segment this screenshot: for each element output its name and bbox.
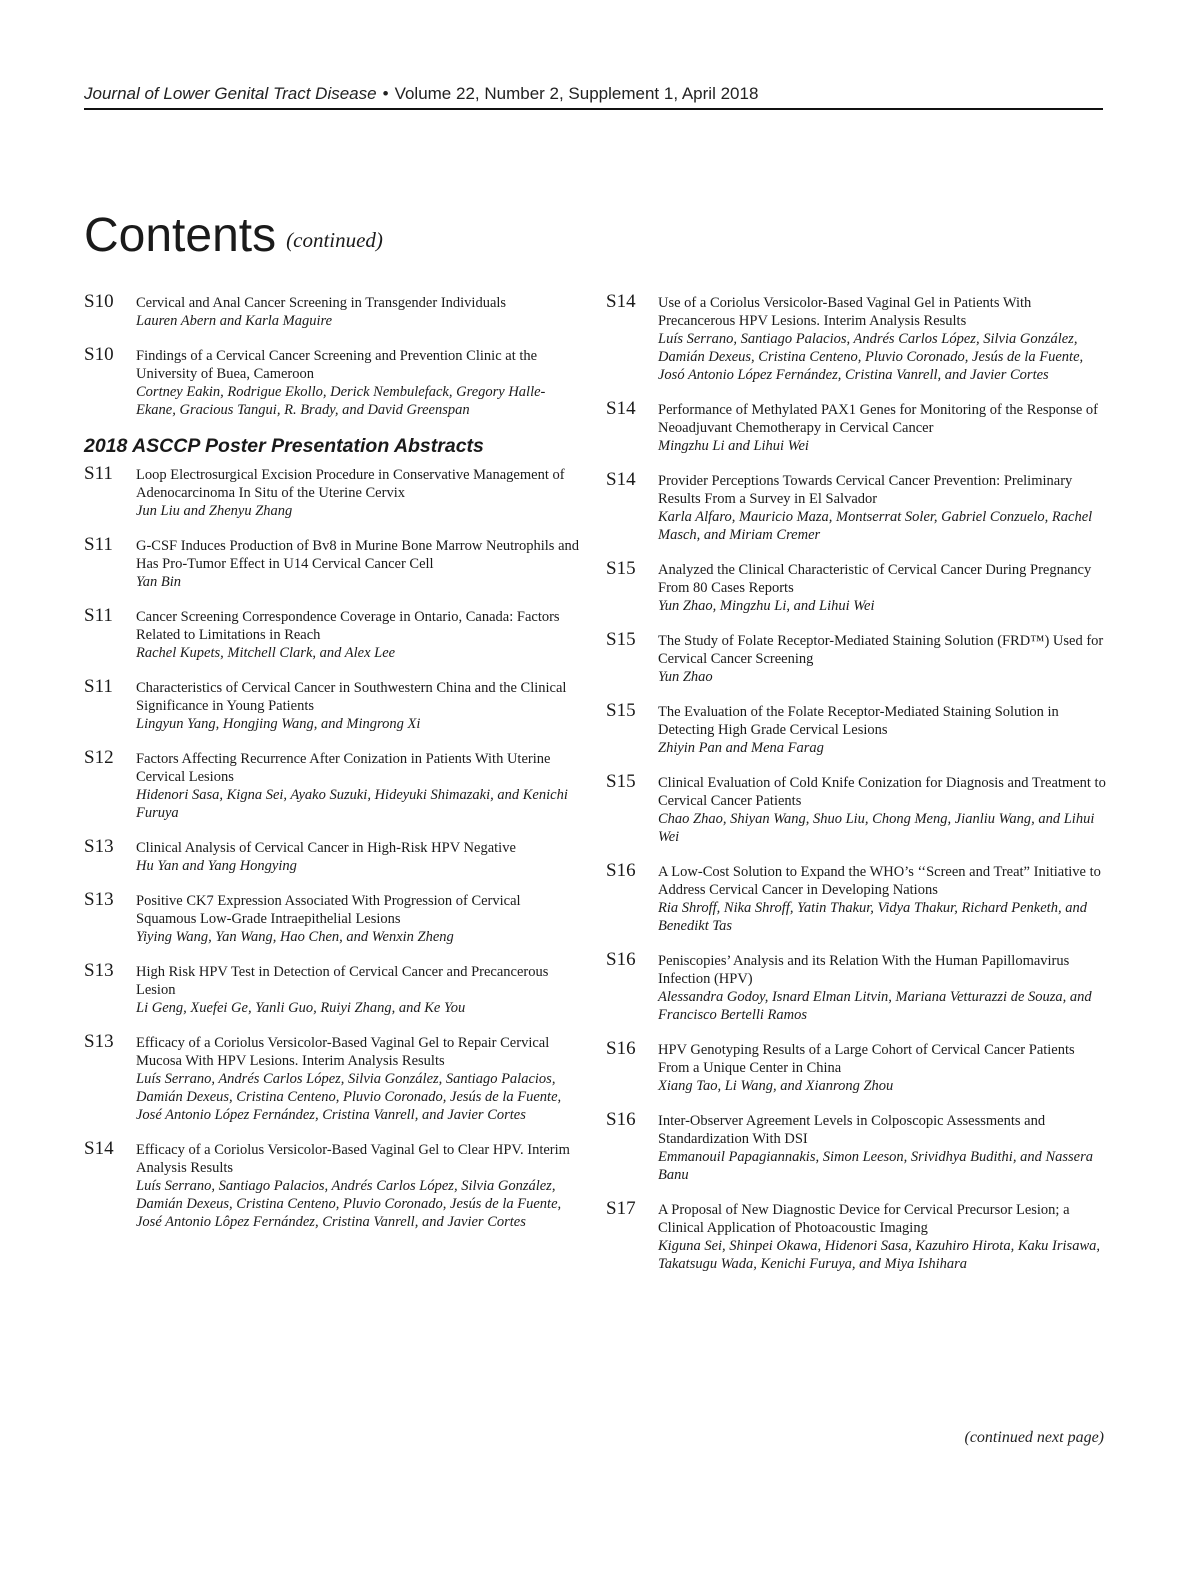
entry-title[interactable]: Efficacy of a Coriolus Versicolor-Based Vaginal Gel to Repair Cervical Mucosa With HPV Lesions. Interim Analysis Results <box>136 1035 550 1069</box>
entry-title[interactable]: Peniscopies’ Analysis and its Relation With the Human Papillomavirus Infection (HPV) <box>658 953 1070 987</box>
entry-authors: Chao Zhao, Shiyan Wang, Shuo Liu, Chong Meng, Jianliu Wang, and Lihui Wei <box>658 811 1095 845</box>
entry-page-number: S11 <box>84 676 113 697</box>
toc-entry[interactable] <box>606 1039 1106 1095</box>
entry-page-number: S15 <box>606 558 636 579</box>
journal-name: Journal of Lower Genital Tract Disease <box>84 84 377 103</box>
entry-title[interactable]: Provider Perceptions Towards Cervical Cancer Prevention: Preliminary Results From a Survey in El Salvador <box>658 473 1073 507</box>
entry-body <box>136 961 584 1017</box>
toc-entry[interactable] <box>606 470 1106 544</box>
entry-authors: Ria Shroff, Nika Shroff, Yatin Thakur, Vidya Thakur, Richard Penketh, and Benedikt Tas <box>658 900 1087 934</box>
toc-entry[interactable] <box>84 890 584 946</box>
entry-body <box>658 1110 1106 1184</box>
issue-info: Volume 22, Number 2, Supplement 1, April 2018 <box>394 84 759 103</box>
entry-body <box>136 535 584 591</box>
entry-title[interactable]: The Study of Folate Receptor-Mediated Staining Solution (FRD™) Used for Cervical Cancer Screening <box>658 633 1104 667</box>
entry-body <box>136 1032 584 1124</box>
entry-title[interactable]: Use of a Coriolus Versicolor-Based Vaginal Gel in Patients With Precancerous HPV Lesions. Interim Analysis Results <box>658 295 1032 329</box>
entry-page-number: S13 <box>84 960 114 981</box>
entry-authors: Zhiyin Pan and Mena Farag <box>658 740 824 756</box>
toc-entry[interactable] <box>606 292 1106 384</box>
entry-authors: Mingzhu Li and Lihui Wei <box>658 438 809 454</box>
entry-authors: Alessandra Godoy, Isnard Elman Litvin, Mariana Vetturazzi de Souza, and Francisco Bertelli Ramos <box>658 989 1092 1023</box>
entry-page-number: S12 <box>84 747 114 768</box>
entry-authors: Yun Zhao, Mingzhu Li, and Lihui Wei <box>658 598 875 614</box>
entry-body <box>658 559 1106 615</box>
entry-body <box>658 861 1106 935</box>
entry-authors: Lingyun Yang, Hongjing Wang, and Mingrong Xi <box>136 716 421 732</box>
page-title <box>84 208 383 268</box>
entry-page-number: S14 <box>606 291 636 312</box>
entry-authors: Hidenori Sasa, Kigna Sei, Ayako Suzuki, Hideyuki Shimazaki, and Kenichi Furuya <box>136 787 568 821</box>
entry-page-number: S11 <box>84 605 113 626</box>
entry-authors: Luís Serrano, Santiago Palacios, Andrés Carlos López, Silvia González, Damián Dexeus, Cristina Centeno, Pluvio Coronado, Jesús de la Fuente, José Antonio Lôpez Fernández, Cristina Vanrell, and Javier Cortes <box>136 1178 562 1230</box>
entry-page-number: S16 <box>606 1038 636 1059</box>
toc-entry[interactable] <box>606 399 1106 455</box>
entry-page-number: S15 <box>606 629 636 650</box>
toc-entry[interactable] <box>606 772 1106 846</box>
entry-body <box>658 950 1106 1024</box>
entry-authors: Lauren Abern and Karla Maguire <box>136 313 333 329</box>
entry-authors: Kiguna Sei, Shinpei Okawa, Hidenori Sasa, Kazuhiro Hirota, Kaku Irisawa, Takatsugu Wada, Kenichi Furuya, and Miya Ishihara <box>658 1238 1100 1272</box>
entry-authors: Xiang Tao, Li Wang, and Xianrong Zhou <box>658 1078 894 1094</box>
toc-entry[interactable] <box>84 748 584 822</box>
entry-body <box>658 701 1106 757</box>
entry-page-number: S11 <box>84 534 113 555</box>
entry-authors: Luís Serrano, Andrés Carlos López, Silvia González, Santiago Palacios, Damián Dexeus, Cristina Centeno, Pluvio Coronado, Jesús de la Fuente, José Antonio López Fernández, Cristina Vanrell, and Javier Cortes <box>136 1071 562 1123</box>
header-bullet: • <box>382 84 389 103</box>
entry-title[interactable]: Clinical Analysis of Cervical Cancer in High-Risk HPV Negative <box>136 840 516 856</box>
toc-entry[interactable] <box>84 1139 584 1231</box>
entry-page-number: S16 <box>606 860 636 881</box>
entry-body <box>136 292 584 330</box>
entry-page-number: S16 <box>606 1109 636 1130</box>
entry-authors: Rachel Kupets, Mitchell Clark, and Alex Lee <box>136 645 396 661</box>
entry-body <box>136 606 584 662</box>
title-main: Contents <box>84 209 277 262</box>
entry-page-number: S13 <box>84 836 114 857</box>
entry-authors: Hu Yan and Yang Hongying <box>136 858 297 874</box>
entry-authors: Luís Serrano, Santiago Palacios, Andrés Carlos López, Silvia González, Damián Dexeus, Cristina Centeno, Pluvio Coronado, Jesús de la Fuente, Josó Antonio López Fernández, Cristina Vanrell, and Javier Cortes <box>658 331 1084 383</box>
toc-entry[interactable] <box>84 345 584 419</box>
entry-page-number: S15 <box>606 700 636 721</box>
entry-title[interactable]: Clinical Evaluation of Cold Knife Conization for Diagnosis and Treatment to Cervical Cancer Patients <box>658 775 1106 809</box>
toc-entry[interactable] <box>606 559 1106 615</box>
entry-page-number: S15 <box>606 771 636 792</box>
toc-entry[interactable] <box>84 292 584 330</box>
entry-title[interactable]: Characteristics of Cervical Cancer in Southwestern China and the Clinical Significance in Young Patients <box>136 680 567 714</box>
entry-title[interactable]: A Low-Cost Solution to Expand the WHO’s ‘‘Screen and Treat” Initiative to Address Cervical Cancer in Developing Nations <box>658 864 1101 898</box>
entry-authors: Yan Bin <box>136 574 181 590</box>
entry-title[interactable]: Positive CK7 Expression Associated With Progression of Cervical Squamous Low-Grade Intraepithelial Lesions <box>136 893 521 927</box>
left-bottom-entries <box>84 464 584 1231</box>
entry-title[interactable]: High Risk HPV Test in Detection of Cervical Cancer and Precancerous Lesion <box>136 964 549 998</box>
entry-title[interactable]: A Proposal of New Diagnostic Device for Cervical Precursor Lesion; a Clinical Application of Photoacoustic Imaging <box>658 1202 1070 1236</box>
toc-entry[interactable] <box>606 1110 1106 1184</box>
entry-body <box>658 772 1106 846</box>
entry-authors: Yiying Wang, Yan Wang, Hao Chen, and Wenxin Zheng <box>136 929 454 945</box>
entry-page-number: S17 <box>606 1198 636 1219</box>
toc-entry[interactable] <box>606 630 1106 686</box>
entry-authors: Yun Zhao <box>658 669 713 685</box>
entry-page-number: S10 <box>84 291 114 312</box>
toc-entry[interactable] <box>84 677 584 733</box>
title-continued: (continued) <box>286 228 383 252</box>
entry-title[interactable]: G-CSF Induces Production of Bv8 in Murine Bone Marrow Neutrophils and Has Pro-Tumor Effect in U14 Cervical Cancer Cell <box>136 538 580 572</box>
entry-page-number: S13 <box>84 889 114 910</box>
left-top-entries <box>84 292 584 419</box>
entry-body <box>658 399 1106 455</box>
toc-entry[interactable] <box>84 837 584 875</box>
toc-entry[interactable] <box>606 950 1106 1024</box>
entry-body <box>658 1039 1106 1095</box>
toc-entry[interactable] <box>84 961 584 1017</box>
continued-next-page: (continued next page) <box>964 1429 1104 1446</box>
entry-body <box>658 1199 1106 1273</box>
entry-title[interactable]: Inter-Observer Agreement Levels in Colposcopic Assessments and Standardization With DSI <box>658 1113 1046 1147</box>
entry-body <box>136 1139 584 1231</box>
entry-title[interactable]: Performance of Methylated PAX1 Genes for Monitoring of the Response of Neoadjuvant Chemotherapy in Cervical Cancer <box>658 402 1099 436</box>
entry-page-number: S16 <box>606 949 636 970</box>
toc-entry[interactable] <box>84 1032 584 1124</box>
toc-entry[interactable] <box>606 701 1106 757</box>
entry-body <box>658 630 1106 686</box>
entry-title[interactable]: Findings of a Cervical Cancer Screening and Prevention Clinic at the University of Buea, Cameroon <box>136 348 538 382</box>
entry-page-number: S14 <box>606 398 636 419</box>
entry-authors: Cortney Eakin, Rodrigue Ekollo, Derick Nembulefack, Gregory Halle-Ekane, Gracious Tangui, R. Brady, and David Greenspan <box>136 384 546 418</box>
entry-body <box>136 890 584 946</box>
entry-title[interactable]: Loop Electrosurgical Excision Procedure in Conservative Management of Adenocarcinoma In Situ of the Uterine Cervix <box>136 467 565 501</box>
entry-title[interactable]: Cancer Screening Correspondence Coverage in Ontario, Canada: Factors Related to Limitations in Reach <box>136 609 560 643</box>
entry-title[interactable]: Factors Affecting Recurrence After Conization in Patients With Uterine Cervical Lesions <box>136 751 551 785</box>
entry-body <box>136 677 584 733</box>
entry-authors: Emmanouil Papagiannakis, Simon Leeson, Srividhya Budithi, and Nassera Banu <box>658 1149 1093 1183</box>
entry-title[interactable]: Analyzed the Clinical Characteristic of Cervical Cancer During Pregnancy From 80 Cases Reports <box>658 562 1092 596</box>
entry-title[interactable]: HPV Genotyping Results of a Large Cohort of Cervical Cancer Patients From a Unique Center in China <box>658 1042 1075 1076</box>
entry-authors: Jun Liu and Zhenyu Zhang <box>136 503 293 519</box>
toc-entry[interactable] <box>84 464 584 520</box>
entry-page-number: S11 <box>84 463 113 484</box>
entry-page-number: S14 <box>84 1138 114 1159</box>
toc-entry[interactable] <box>84 535 584 591</box>
entry-body <box>658 470 1106 544</box>
toc-entry[interactable] <box>606 861 1106 935</box>
entry-page-number: S14 <box>606 469 636 490</box>
right-entries <box>606 292 1106 1273</box>
entry-title[interactable]: The Evaluation of the Folate Receptor-Mediated Staining Solution in Detecting High Grade Cervical Lesions <box>658 704 1059 738</box>
right-column <box>606 292 1106 1288</box>
entry-title[interactable]: Efficacy of a Coriolus Versicolor-Based Vaginal Gel to Clear HPV. Interim Analysis Results <box>136 1142 570 1176</box>
entry-page-number: S10 <box>84 344 114 365</box>
entry-body <box>136 464 584 520</box>
entry-body <box>136 748 584 822</box>
toc-entry[interactable] <box>84 606 584 662</box>
entry-title[interactable]: Cervical and Anal Cancer Screening in Transgender Individuals <box>136 295 507 311</box>
entry-body <box>658 292 1106 384</box>
entry-authors: Karla Alfaro, Mauricio Maza, Montserrat Soler, Gabriel Conzuelo, Rachel Masch, and Miriam Cremer <box>658 509 1093 543</box>
left-column <box>84 292 584 1246</box>
entry-authors: Li Geng, Xuefei Ge, Yanli Guo, Ruiyi Zhang, and Ke You <box>136 1000 466 1016</box>
entry-body <box>136 837 584 875</box>
entry-body <box>136 345 584 419</box>
section-heading: 2018 ASCCP Poster Presentation Abstracts <box>84 435 484 457</box>
running-header <box>84 84 1103 110</box>
entry-page-number: S13 <box>84 1031 114 1052</box>
toc-entry[interactable] <box>606 1199 1106 1273</box>
